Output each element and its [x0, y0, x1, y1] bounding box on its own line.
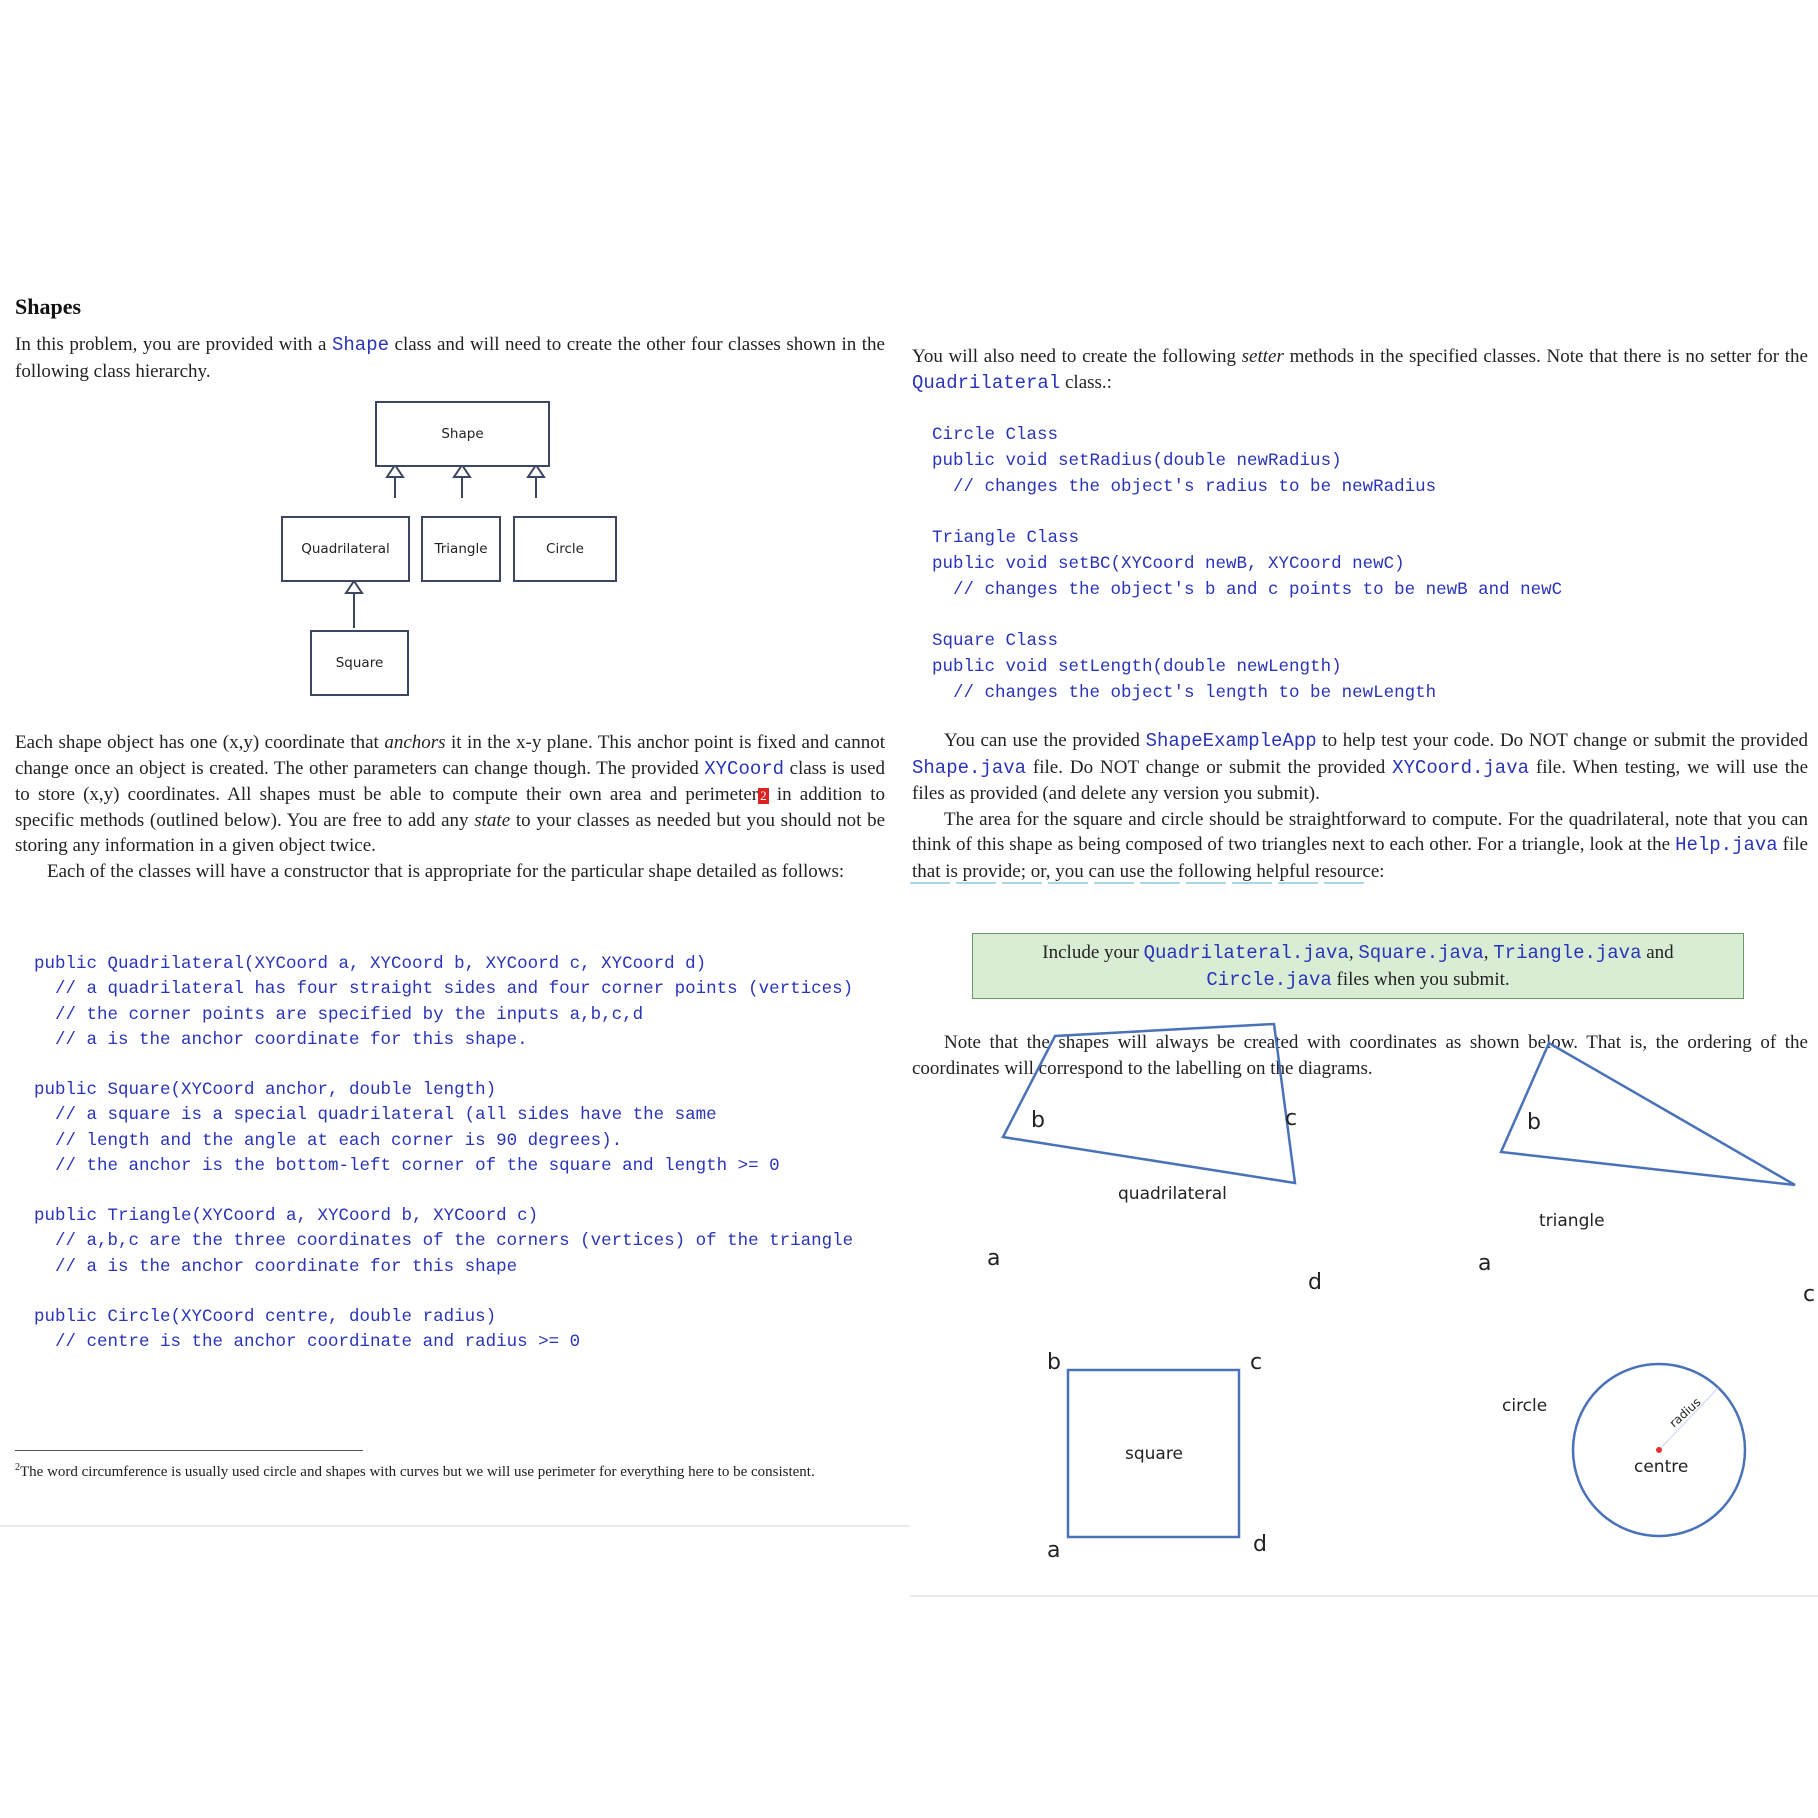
triangle-label-b: b — [1527, 1110, 1541, 1135]
shape-class-code: Shape — [331, 334, 389, 356]
circle-caption: circle — [1502, 1396, 1548, 1416]
quadrilateral-shape — [1003, 1024, 1298, 1183]
footnote-marker[interactable]: 2 — [760, 787, 767, 803]
triangle-label-a: a — [1478, 1251, 1492, 1276]
code-line: // changes the object's b and c points to be newB and newC — [932, 580, 1563, 600]
separator: , — [1483, 942, 1494, 963]
file-square: Square.java — [1358, 942, 1484, 964]
class-node-circle: Circle — [513, 516, 617, 582]
square-caption: square — [1125, 1444, 1183, 1464]
quad-label-d: d — [1308, 1270, 1322, 1295]
anchor-text-5: to your classes as needed but you should not be storing any information in a given object twice. — [15, 809, 886, 856]
square-label-b: b — [1047, 1350, 1061, 1375]
code-line: // changes the object's radius to be newRadius — [932, 477, 1437, 497]
quad-label-b: b — [1031, 1108, 1045, 1133]
code-line: public void setBC(XYCoord newB, XYCoord newC) — [932, 554, 1405, 574]
help-java-code: Help.java — [1675, 834, 1778, 856]
footnote-text: The word circumference is usually used circle and shapes with curves but we will use perimeter for everything here to be consistent. — [20, 1464, 815, 1480]
code-line: // a square is a special quadrilateral (all sides have the same — [34, 1105, 717, 1126]
code-line: // a quadrilateral has four straight sides and four corner points (vertices) — [34, 979, 854, 1000]
include-text: Include your — [1042, 942, 1144, 963]
example-app-code: ShapeExampleApp — [1145, 730, 1317, 752]
note-text: Note that the shapes will always be created with coordinates as shown below. That is, the ordering of the coordinates will correspond to the labelling on the diagrams. — [912, 1032, 1808, 1079]
anchor-text-3: class is used to store (x,y) coordinates. All shapes must be able to compute their own area and perimeter — [15, 757, 886, 805]
quad-label-c: c — [1285, 1106, 1298, 1131]
code-line: // the corner points are specified by the inputs a,b,c,d — [34, 1004, 644, 1025]
xycoord-java-code: XYCoord.java — [1392, 756, 1529, 779]
anchors-term: anchors — [384, 732, 446, 753]
left-page — [0, 280, 910, 1527]
triangle-shape — [1501, 1043, 1795, 1185]
square-label-d: d — [1253, 1532, 1267, 1557]
setter-text-2: methods in the specified classes. Note that there is no setter for the — [1283, 346, 1808, 367]
code-line: Circle Class — [932, 425, 1059, 445]
code-block-square — [34, 1078, 780, 1179]
area-text-2: file that is provide; or, you can use the following helpful resource: — [912, 834, 1808, 882]
centre-dot — [1656, 1447, 1662, 1453]
code-block-circle — [34, 1305, 580, 1356]
code-line: public void setRadius(double newRadius) — [932, 451, 1342, 471]
file-quadrilateral: Quadrilateral.java — [1143, 942, 1349, 964]
code-line: public Triangle(XYCoord a, XYCoord b, XYCoord c) — [34, 1206, 539, 1226]
code-line: Square Class — [932, 631, 1059, 651]
test-text-3: file. Do NOT change or submit the provided — [1026, 756, 1393, 778]
constructor-paragraph: Each of the classes will have a constructor that is appropriate for the particular shape detailed as follows: — [47, 860, 845, 882]
code-line: public Quadrilateral(XYCoord a, XYCoord b, XYCoord c, XYCoord d) — [34, 954, 707, 974]
footnote-number: 2 — [15, 1462, 20, 1473]
quad-label-a: a — [987, 1246, 1001, 1271]
code-line: public Circle(XYCoord centre, double radius) — [34, 1307, 497, 1327]
setter-text-3: class.: — [1060, 371, 1112, 393]
setter-text: You will also need to create the following — [912, 346, 1242, 367]
square-label-a: a — [1047, 1538, 1061, 1563]
quadrilateral-code: Quadrilateral — [912, 371, 1061, 394]
code-line: // changes the object's length to be newLength — [932, 683, 1437, 703]
quadrilateral-caption: quadrilateral — [1118, 1184, 1227, 1204]
intro-text-2: class and will need to create the other four classes shown in the following class hierarchy. — [15, 334, 885, 382]
anchor-text: Each shape object has one (x,y) coordinate that — [15, 732, 385, 753]
class-node-shape: Shape — [375, 401, 550, 467]
code-line: // length and the angle at each corner is 90 degrees). — [34, 1130, 623, 1151]
footnote — [15, 1458, 885, 1482]
code-line: // the anchor is the bottom-left corner of the square and length >= 0 — [34, 1155, 780, 1176]
code-line: public void setLength(double newLength) — [932, 657, 1342, 677]
include-text-3: files when you submit. — [1331, 968, 1510, 990]
footnote-rule — [15, 1450, 363, 1451]
code-line: // a is the anchor coordinate for this shape. — [34, 1029, 528, 1050]
section-heading: Shapes — [15, 294, 82, 319]
file-triangle: Triangle.java — [1493, 942, 1642, 964]
state-term: state — [474, 809, 511, 831]
anchor-text-4: in addition to specific methods (outlined below). You are free to add any — [15, 784, 886, 831]
shape-java-code: Shape.java — [912, 756, 1027, 779]
area-text: The area for the square and circle should be straightforward to compute. For the quadrilateral, note that you can think of this shape as being composed of two triangles next to each other. For a triangle, look at the — [912, 808, 1808, 855]
right-page — [910, 280, 1818, 1597]
code-line: // a,b,c are the three coordinates of the corners (vertices) of the triangle — [34, 1231, 854, 1252]
code-line: // a is the anchor coordinate for this shape — [34, 1256, 518, 1277]
square-label-c: c — [1250, 1350, 1263, 1375]
class-node-square: Square — [310, 630, 409, 696]
test-text: You can use the provided — [944, 730, 1146, 751]
separator: , — [1348, 942, 1359, 963]
setter-term: setter — [1241, 346, 1284, 367]
code-line: Triangle Class — [932, 528, 1080, 548]
include-text-2: and — [1641, 942, 1674, 963]
inherit-arrow — [346, 581, 362, 593]
xycoord-code: XYCoord — [704, 757, 785, 780]
triangle-label-c: c — [1803, 1282, 1816, 1307]
class-node-quadrilateral: Quadrilateral — [281, 516, 410, 582]
test-text-2: to help test your code. Do NOT change or submit the provided — [1316, 730, 1809, 751]
intro-text: In this problem, you are provided with a — [15, 334, 332, 355]
shape-diagrams — [910, 280, 1818, 1595]
code-line: // centre is the anchor coordinate and radius >= 0 — [34, 1332, 581, 1353]
file-circle: Circle.java — [1206, 968, 1332, 991]
triangle-caption: triangle — [1539, 1211, 1605, 1231]
centre-caption: centre — [1634, 1457, 1689, 1477]
code-block-quadrilateral — [34, 952, 853, 1053]
code-block-triangle — [34, 1204, 853, 1280]
test-text-4: file. When testing, we will use the files as provided (and delete any version you submit). — [912, 756, 1808, 804]
anchor-paragraph — [15, 730, 885, 884]
radius-caption: radius — [1666, 1394, 1704, 1431]
anchor-text-2: it in the x-y plane. This anchor point is fixed and cannot change once an object is created. The other parameters can change though. The provided — [15, 732, 886, 779]
code-line: public Square(XYCoord anchor, double length) — [34, 1080, 497, 1100]
class-hierarchy-diagram — [0, 280, 910, 710]
class-node-triangle: Triangle — [421, 516, 501, 582]
